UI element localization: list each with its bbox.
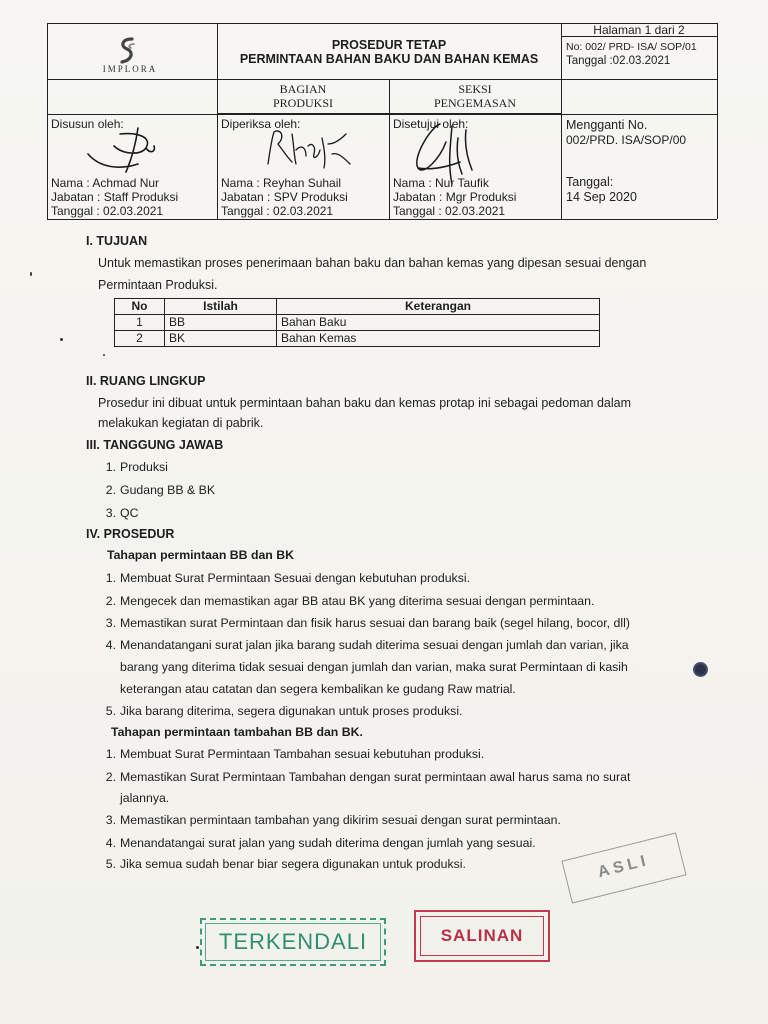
section-tanggung-heading: III. TANGGUNG JAWAB — [86, 438, 224, 452]
disetujui-jabatan: Jabatan : Mgr Produksi — [393, 190, 517, 204]
scan-speck — [30, 272, 32, 276]
section-prosedur-heading: IV. PROSEDUR — [86, 527, 175, 541]
page-number: Halaman 1 dari 2 — [593, 23, 685, 37]
list-item-text: Menandatangai surat jalan yang sudah diterima dengan jumlah yang sesuai. — [120, 836, 536, 850]
list-item-continuation: keterangan atau catatan dan segera kembalikan ke gudang Raw matrial. — [120, 682, 516, 696]
terms-header-no: No — [115, 299, 165, 315]
list-item-text: Mengecek dan memastikan agar BB atau BK yang diterima sesuai dengan permintaan. — [120, 594, 595, 608]
terms-table — [114, 298, 600, 347]
disusun-jabatan: Jabatan : Staff Produksi — [51, 190, 179, 204]
stamp-salinan: SALINAN — [414, 910, 550, 962]
list-item-text: Jika semua sudah benar biar segera digunakan untuk produksi. — [120, 857, 466, 871]
terms-table-header — [115, 299, 600, 315]
scan-speck — [60, 338, 63, 341]
header-left-border — [47, 23, 48, 219]
diperiksa-tanggal: Tanggal : 02.03.2021 — [221, 204, 334, 218]
doc-date: Tanggal :02.03.2021 — [566, 55, 671, 67]
table-cell: BK — [165, 331, 277, 347]
disetujui-label: Disetujui oleh: — [393, 117, 469, 131]
list-item-text: Jika barang diterima, segera digunakan untuk proses produksi. — [120, 704, 463, 718]
seksi-value: PENGEMASAN — [433, 96, 516, 110]
disusun-tanggal: Tanggal : 02.03.2021 — [51, 204, 164, 218]
bagian-value: PRODUKSI — [272, 96, 333, 110]
mengganti-label: Mengganti No. — [566, 118, 648, 132]
header-divider-3 — [47, 114, 717, 115]
table-cell: Bahan Kemas — [277, 331, 600, 347]
header-col-3 — [561, 23, 562, 219]
ink-blot — [693, 662, 708, 677]
scan-speck — [196, 946, 199, 949]
prosedur-sub2: Tahapan permintaan tambahan BB dan BK. — [111, 725, 363, 739]
list-item-text: Menandatangani surat jalan jika barang sudah diterima sesuai dengan jumlah dan varian, jika — [120, 638, 629, 652]
header-right-border — [717, 23, 718, 219]
seksi-label: SEKSI — [458, 82, 492, 96]
doc-title-line2: PERMINTAAN BAHAN BAKU DAN BAHAN KEMAS — [239, 52, 539, 66]
list-item-text: Memastikan surat Permintaan dan fisik harus sesuai dan barang baik (segel hilang, bocor, dll) — [120, 616, 630, 630]
table-row — [115, 315, 600, 331]
stamp-terkendali: TERKENDALI — [200, 918, 386, 966]
tujuan-line1: Untuk memastikan proses penerimaan bahan baku dan bahan kemas yang dipesan sesuai dengan — [98, 256, 647, 270]
list-item-continuation: barang yang diterima tidak sesuai dengan jumlah dan varian, maka surat Permintaan di kasih — [120, 660, 628, 674]
list-item-text: Gudang BB & BK — [120, 483, 216, 497]
tanggal-label: Tanggal: — [566, 175, 614, 189]
section-tujuan-heading: I. TUJUAN — [86, 234, 148, 248]
diperiksa-label: Diperiksa oleh: — [221, 117, 301, 131]
diperiksa-nama: Nama : Reyhan Suhail — [221, 176, 342, 190]
stamp-asli: ASLI — [561, 832, 686, 903]
ruang-line2: melakukan kegiatan di pabrik. — [98, 416, 264, 430]
disetujui-tanggal: Tanggal : 02.03.2021 — [393, 204, 506, 218]
disusun-nama: Nama : Achmad Nur — [51, 176, 160, 190]
implora-logo-icon — [112, 36, 146, 66]
terms-header-istilah: Istilah — [165, 299, 277, 315]
list-item-continuation: jalannya. — [120, 791, 170, 805]
terms-header-keterangan: Keterangan — [277, 299, 600, 315]
tanggal-value: 14 Sep 2020 — [566, 190, 637, 204]
document-page: IMPLORA PROSEDUR TETAP PERMINTAAN BAHAN BAKU DAN BAHAN KEMAS Halaman 1 dari 2 No: 002/ PRD- ISA/ SOP/01 Tanggal :02.03.2021 BAGIAN PRODUKSI SEKSI PENGEMASAN Disusun oleh: Nama : Achmad Nur Jabatan : Staff Produksi Tanggal : 02.03.2021 Diperiksa oleh: Nama : Reyhan Suhail Jabatan : SPV Produksi Tanggal : 02.03.2021 Disetujui oleh: Nama : Nur Taufik Jabatan : Mgr Produksi Tanggal : 02.03.2021 Mengganti No. 002/PRD. ISA/SOP/00 Tanggal: 14 Sep 2020 I. TUJUAN Untuk memastikan proses penerimaan bahan baku dan bahan kemas yang dipesan sesuai dengan Permintaan Produksi. No Istilah Keterangan 1 BB Bahan Baku 2 BK Bahan Kemas II. RUANG LINGKUP Prosedur ini dibuat untuk permintaan bahan baku dan kemas protap ini sebagai pedoman dalam melakukan kegiatan di pabrik. III. TANGGUNG JAWAB 1. Produksi 2. Gudang BB & BK 3. QC IV. PROSEDUR Tahapan permintaan BB dan BK 1. Membuat Surat Permintaan Sesuai dengan kebutuhan produksi. 2. Mengecek dan memastikan agar BB atau BK yang diterima sesuai dengan permintaan. 3. Memastikan surat Permintaan dan fisik harus sesuai dan barang baik (segel hilang, bocor, dll) 4. Menandatangani surat jalan jika barang sudah diterima sesuai dengan jumlah dan varian, jika barang yang diterima tidak sesuai dengan jumlah dan varian, maka surat Permintaan di kasih keterangan atau catatan dan segera kembalikan ke gudang Raw matrial. 5. Jika barang diterima, segera digunakan untuk proses produksi. Tahapan permintaan tambahan BB dan BK. 1. Membuat Surat Permintaan Tambahan sesuai kebutuhan produksi. 2. Memastikan Surat Permintaan Tambahan dengan surat permintaan awal harus sama no surat jalannya. 3. Memastikan permintaan tambahan yang dikirim sesuai dengan surat permintaan. 4. Menandatangai surat jalan yang sudah diterima dengan jumlah yang sesuai. 5. Jika semua sudah benar biar segera digunakan untuk produksi. ASLI TERKENDALI SALINAN — [0, 0, 768, 1024]
table-cell: BB — [165, 315, 277, 331]
list-item-text: Membuat Surat Permintaan Tambahan sesuai kebutuhan produksi. — [120, 747, 485, 761]
tujuan-line2: Permintaan Produksi. — [98, 278, 218, 292]
list-item-text: Memastikan permintaan tambahan yang dikirim sesuai dengan surat permintaan. — [120, 813, 561, 827]
table-cell: Bahan Baku — [277, 315, 600, 331]
ruang-line1: Prosedur ini dibuat untuk permintaan bahan baku dan kemas protap ini sebagai pedoman dalam — [98, 396, 631, 410]
table-cell: 2 — [115, 331, 165, 347]
stamp-terkendali-frame — [205, 923, 381, 961]
diperiksa-jabatan: Jabatan : SPV Produksi — [221, 190, 348, 204]
logo-text: IMPLORA — [102, 64, 158, 74]
scan-speck — [103, 354, 105, 356]
signature-diperiksa — [258, 124, 358, 178]
section-ruang-heading: II. RUANG LINGKUP — [86, 374, 206, 388]
list-item-text: Memastikan Surat Permintaan Tambahan dengan surat permintaan awal harus sama no surat — [120, 770, 631, 784]
disusun-label: Disusun oleh: — [51, 117, 124, 131]
prosedur-sub1: Tahapan permintaan BB dan BK — [107, 548, 294, 562]
header-bottom-border — [47, 219, 717, 220]
list-item-text: QC — [120, 506, 139, 520]
mengganti-value: 002/PRD. ISA/SOP/00 — [566, 133, 687, 147]
doc-title-line1: PROSEDUR TETAP — [331, 38, 447, 52]
disetujui-nama: Nama : Nur Taufik — [393, 176, 489, 190]
bagian-label: BAGIAN — [279, 82, 327, 96]
list-item-text: Membuat Surat Permintaan Sesuai dengan kebutuhan produksi. — [120, 571, 470, 585]
header-divider-1 — [47, 79, 717, 80]
table-cell: 1 — [115, 315, 165, 331]
signature-disusun — [80, 124, 190, 176]
doc-number: No: 002/ PRD- ISA/ SOP/01 — [566, 41, 697, 53]
list-item-text: Produksi — [120, 460, 168, 474]
stamp-salinan-frame — [420, 916, 544, 956]
table-row — [115, 331, 600, 347]
